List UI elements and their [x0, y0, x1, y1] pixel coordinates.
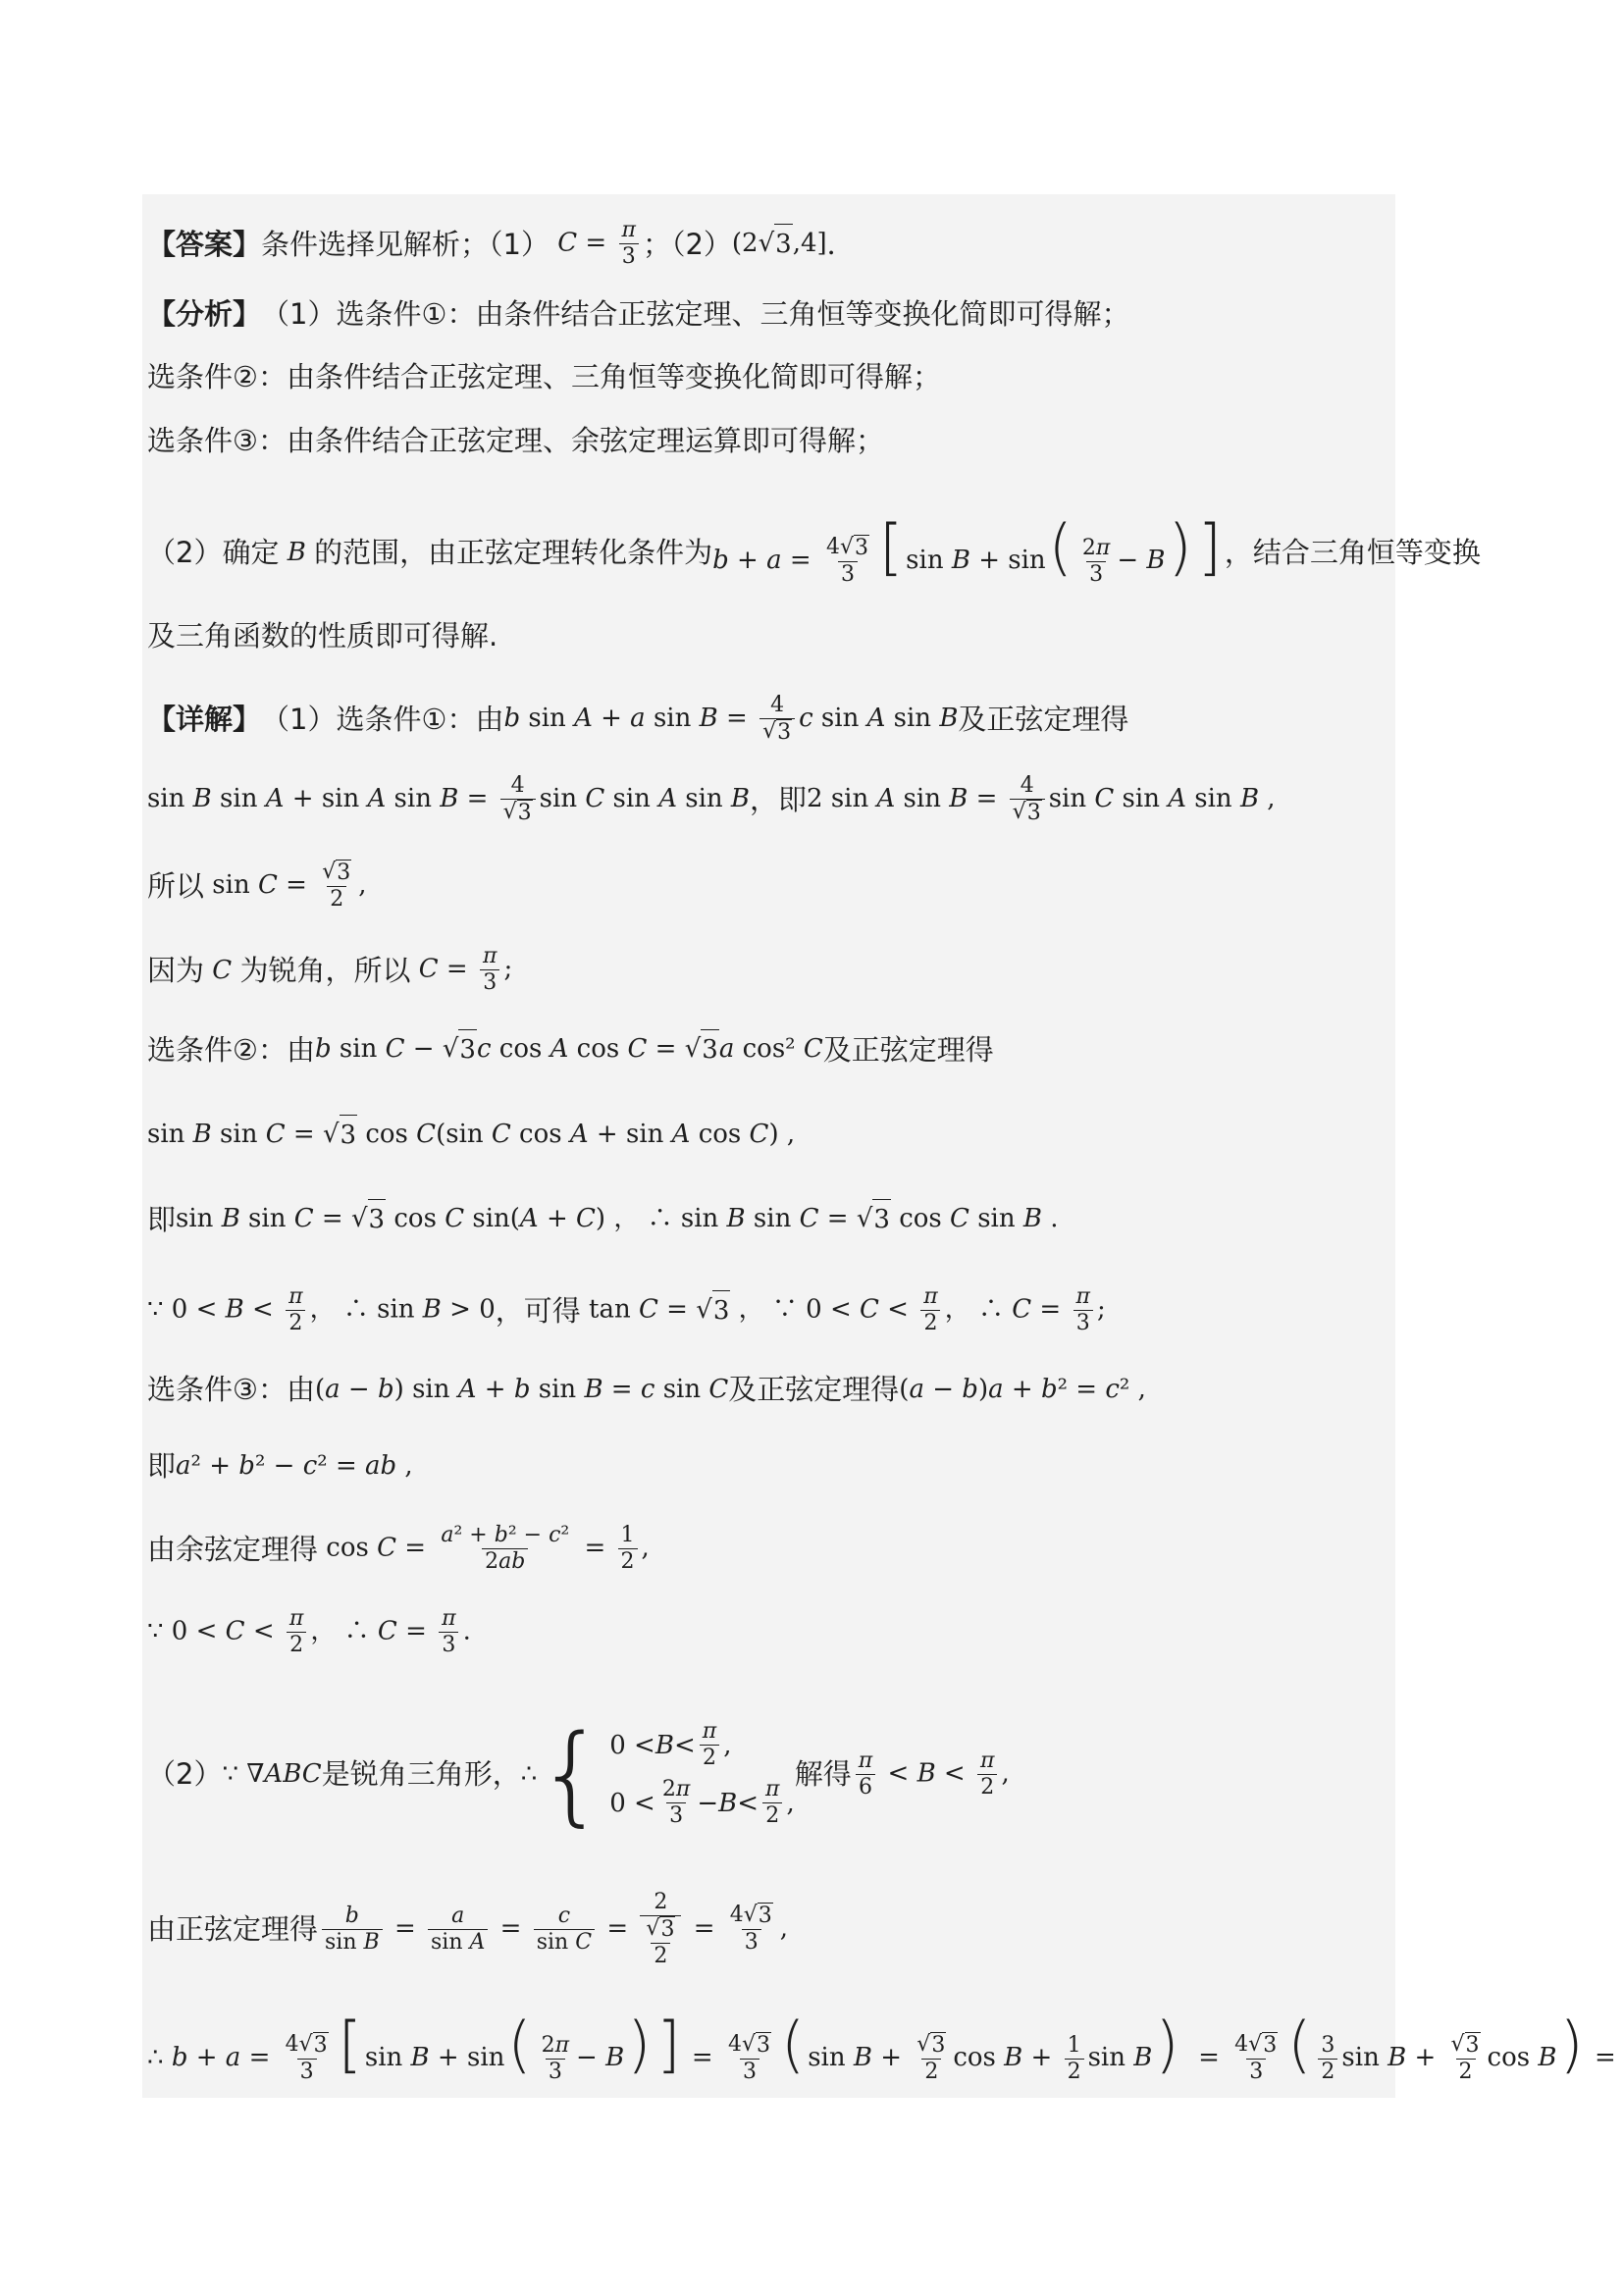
detail-tag: 【详解】 — [147, 703, 262, 736]
detail-formula-5: C = $\frac{\pi}{3}$ ; — [418, 944, 513, 995]
detail-part2-b: 是锐角三角形， — [321, 1757, 521, 1791]
detail-formula-16: ∵ ∇ABC — [222, 1759, 322, 1789]
detail-part2-a: （2） — [147, 1757, 223, 1791]
detail-line-15 — [147, 2009, 1616, 2084]
analysis-part2-c: ，结合三角恒等变换 — [1224, 536, 1481, 569]
detail-yuxian: 由余弦定理得 — [147, 1532, 319, 1566]
detail-formula-7: sin B sin C = √ 3 cos C(sin C cos A + sin A cos C) , — [147, 1115, 795, 1155]
detail-formula-1: b sin A + a sin B = 4 √ 3 c sin A sin B — [503, 693, 959, 745]
analysis-part2-b: 的范围，由正弦定理转化条件为 — [314, 536, 713, 569]
detail-formula-3: 2 sin A sin B = 4 √ 3 sin C sin A sin B , — [807, 773, 1276, 825]
detail-line-12 — [147, 1606, 1395, 1658]
answer-formula-1: C = $\frac{\pi}{3}$ — [550, 218, 643, 270]
answer-tag: 【答案】 — [147, 227, 262, 261]
detail-opt3-mid: 及正弦定理得 — [728, 1373, 900, 1406]
analysis-opt2: 选条件②：由条件结合正弦定理、三角恒等变换化简即可得解； — [147, 360, 941, 393]
detail-formula-13: a² + b² − c² = ab , — [176, 1451, 413, 1481]
detail-therefore: ∴ — [520, 1759, 538, 1789]
detail-opt3-intro: 选条件③：由 — [147, 1373, 315, 1406]
detail-formula-15: ∵ 0 < C < $\frac{\pi}{2}$ ， ∴ C = $\frac{\pi}{3}$ . — [147, 1606, 471, 1657]
answer-formula-2: (2 √ 3 ,4] — [732, 224, 827, 264]
detail-opt2-intro: 选条件②：由 — [147, 1032, 315, 1067]
detail-jiede: 解得 — [794, 1757, 852, 1791]
analysis-line-5 — [147, 616, 1395, 655]
detail-formula-8: sin B sin C = √ 3 cos C sin(A + C) ， ∴ sin B sin C = √ 3 cos C sin B . — [176, 1199, 1059, 1239]
analysis-line-1 — [147, 294, 1395, 334]
detail-formula-11: (a − b) sin A + b sin B = c sin C — [315, 1375, 729, 1404]
detail-line-7 — [147, 1199, 1395, 1239]
detail-formula-2: sin B sin A + sin A sin B = 4 √ 3 sin C sin A sin B — [147, 773, 751, 825]
detail-line-6 — [147, 1115, 1395, 1155]
system-brace: { — [537, 1711, 606, 1837]
detail-formula-12: (a − b)a + b² = c² , — [899, 1375, 1146, 1404]
detail-ji2: 即 — [147, 1202, 177, 1236]
detail-opt2-tail: 及正弦定理得 — [822, 1032, 994, 1067]
answer-end: ． — [826, 227, 856, 261]
analysis-tag: 【分析】 — [147, 297, 262, 331]
analysis-part2-a: （2）确定 — [147, 536, 280, 569]
detail-formula-9: ∵ 0 < B < $\frac{\pi}{2}$ ， ∴ sin B > 0 — [147, 1284, 496, 1335]
detail-formula-17: $\frac{\pi}{6}$ < B < $\frac{\pi}{2}$ , — [852, 1748, 1010, 1800]
detail-zhengxian: 由正弦定理得 — [147, 1912, 319, 1946]
detail-line-3 — [147, 860, 1395, 913]
answer-line — [147, 218, 1395, 270]
detail-ji: ，即 — [750, 783, 808, 816]
detail-formula-18: $\frac{b}{\text{sin B}}$ = $\frac{a}{\text{sin A}}$ = $\frac{c}{\text{sin C}}$ = 2 √ 3 2 = 4 √ 3 3 , — [318, 1890, 788, 1969]
var-C: C — [204, 955, 240, 985]
detail-opt1-intro: （1）选条件①：由 — [261, 703, 504, 736]
detail-formula-19: ∴ b + a = 4 √ 3 3 [ sin B + sin( $\frac{2\pi}{3}$ − B)] = 4 √ 3 3 ( sin B + √ 3 2 cos B + $\frac{1}{2}$ sin B) = 4 √ 3 3 ( $\frac{3}{2}$ sin B + √ 3 2 cos B) = — [147, 2009, 1616, 2084]
detail-line-2 — [147, 773, 1395, 826]
detail-line-4 — [147, 944, 1395, 996]
detail-formula-6: b sin C − √ 3 c cos A cos C = √ 3 a cos² C — [315, 1029, 823, 1070]
answer-sep: ；（2） — [642, 227, 732, 261]
analysis-line-4 — [147, 511, 1481, 588]
detail-line-5 — [147, 1029, 1395, 1070]
analysis-opt3: 选条件③：由条件结合正弦定理、余弦定理运算即可得解； — [147, 424, 884, 457]
detail-suoyi: 所以 — [147, 869, 205, 903]
analysis-part2-d: 及三角函数的性质即可得解. — [147, 619, 498, 652]
detail-formula-10: tan C = √ 3 ， ∵ 0 < C < $\frac{\pi}{2}$ ， ∴ C = $\frac{\pi}{3}$ ; — [580, 1284, 1106, 1335]
detail-opt1-tail: 及正弦定理得 — [958, 703, 1129, 736]
detail-line-13 — [147, 1711, 1395, 1837]
analysis-line-3 — [147, 421, 1395, 460]
analysis-formula: b + a = 4 √ 3 3 [ sin B + sin( $\frac{2\pi}{3}$ − B)] — [712, 511, 1222, 587]
detail-line-1 — [147, 693, 1395, 746]
detail-line-11 — [147, 1523, 1395, 1575]
detail-yinwei: 因为 — [147, 953, 205, 987]
analysis-opt1: （1）选条件①：由条件结合正弦定理、三角恒等变换化简即可得解； — [261, 297, 1130, 331]
detail-line-8 — [147, 1284, 1395, 1336]
detail-line-14 — [147, 1880, 1395, 1978]
detail-line-10 — [147, 1446, 1395, 1486]
detail-line-9 — [147, 1370, 1395, 1409]
detail-formula-4: sin C = √ 3 2 , — [204, 860, 367, 912]
detail-ji3: 即 — [147, 1449, 177, 1483]
var-B: B — [279, 538, 315, 567]
analysis-line-2 — [147, 357, 1395, 396]
detail-formula-14: cos C = $\frac{\text{a² + b² − c²}}{2ab}$ = $\frac{1}{2}$ , — [318, 1523, 650, 1574]
answer-text: 条件选择见解析；（1） — [261, 227, 550, 261]
detail-kede: ，可得 — [495, 1293, 581, 1328]
detail-system: 0 < B < $\frac{\pi}{2}$ , 0 < $\frac{2\pi}{3}$ − B < $\frac{\pi}{2}$ , — [609, 1719, 795, 1828]
detail-yinwei-b: 为锐角，所以 — [239, 953, 411, 987]
